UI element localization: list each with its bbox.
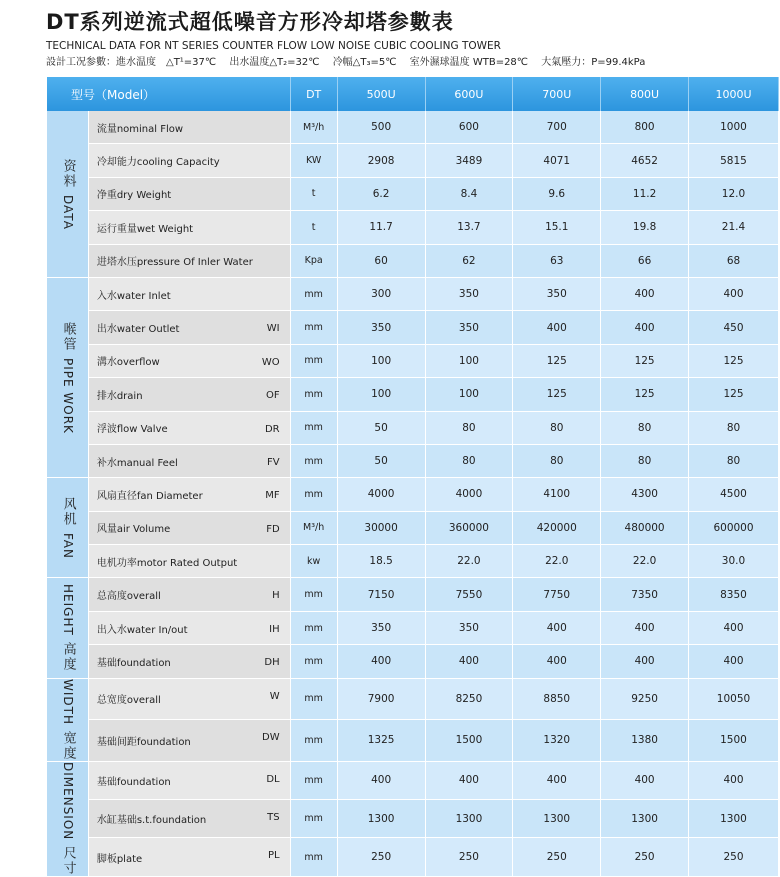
table-row — [47, 762, 779, 800]
value-cell: 450 — [689, 311, 779, 344]
table-row — [47, 800, 779, 838]
value-cell: 125 — [689, 378, 779, 411]
value-cell: 600000 — [689, 512, 779, 545]
unit-cell: mm — [291, 345, 338, 378]
condition-pressure: 大氣壓力：P=99.4kPa — [541, 57, 646, 68]
value-cell: 1325 — [338, 720, 426, 762]
value-cell: 80 — [426, 445, 514, 478]
item-cell — [89, 800, 291, 838]
design-conditions — [46, 53, 655, 68]
value-cell: 400 — [513, 311, 601, 344]
page-subtitle: TECHNICAL DATA FOR NT SERIES COUNTER FLOW LOW NOISE CUBIC COOLING TOWER — [46, 40, 501, 52]
item-code: FD — [266, 523, 280, 535]
value-cell: 7900 — [338, 679, 426, 721]
item-code: MF — [265, 490, 280, 502]
value-cell: 1300 — [601, 800, 689, 838]
item-cell — [89, 720, 291, 762]
item-label: 流量nominal Flow — [96, 123, 184, 135]
value-cell: 8250 — [426, 679, 514, 721]
value-cell: 21.4 — [689, 211, 779, 244]
value-cell: 80 — [513, 412, 601, 445]
item-code: DW — [262, 732, 280, 744]
value-cell: 250 — [426, 838, 514, 876]
item-label: 基础foundation — [96, 776, 171, 788]
value-cell: 30000 — [338, 512, 426, 545]
model-column-header: 800U — [601, 77, 689, 111]
table-row — [47, 720, 779, 762]
value-cell: 22.0 — [426, 545, 514, 578]
value-cell: 500 — [338, 111, 426, 144]
value-cell: 400 — [513, 612, 601, 645]
item-code: W — [269, 690, 280, 702]
value-cell: 800 — [601, 111, 689, 144]
item-label: 补水manual Feel — [96, 457, 178, 469]
condition-wet-bulb: 室外濕球温度 WTB=28℃ — [409, 57, 529, 68]
model-column-header: 700U — [513, 77, 601, 111]
unit-cell: mm — [291, 838, 338, 876]
value-cell: 400 — [689, 278, 779, 311]
table-row — [47, 838, 779, 876]
value-cell: 125 — [689, 345, 779, 378]
value-cell: 1300 — [426, 800, 514, 838]
item-cell — [89, 612, 291, 645]
item-cell — [89, 144, 291, 177]
item-cell — [89, 578, 291, 611]
value-cell: 2908 — [338, 144, 426, 177]
unit-cell: M³/h — [291, 111, 338, 144]
condition-inlet-temp: 設計工况参數：進水温度 △T¹=37℃ — [46, 57, 217, 68]
value-cell: 80 — [689, 445, 779, 478]
value-cell: 11.2 — [601, 178, 689, 211]
unit-cell: KW — [291, 144, 338, 177]
category-cell — [47, 679, 89, 762]
value-cell: 1300 — [338, 800, 426, 838]
value-cell: 4652 — [601, 144, 689, 177]
item-label: 入水water Inlet — [96, 290, 171, 302]
unit-cell: mm — [291, 679, 338, 721]
table-row — [47, 412, 779, 445]
table-row — [47, 445, 779, 478]
value-cell: 8.4 — [426, 178, 514, 211]
value-cell: 50 — [338, 445, 426, 478]
table-header-row — [47, 77, 779, 111]
item-code: WO — [261, 356, 280, 368]
unit-cell: t — [291, 178, 338, 211]
value-cell: 30.0 — [689, 545, 779, 578]
value-cell: 350 — [338, 311, 426, 344]
value-cell: 60 — [338, 245, 426, 278]
item-code: IH — [269, 623, 280, 635]
value-cell: 1300 — [513, 800, 601, 838]
value-cell: 8350 — [689, 578, 779, 611]
item-cell — [89, 345, 291, 378]
value-cell: 5815 — [689, 144, 779, 177]
category-label-en: WIDTH — [61, 678, 75, 725]
item-label: 排水drain — [96, 390, 143, 402]
value-cell: 420000 — [513, 512, 601, 545]
value-cell: 250 — [601, 838, 689, 876]
value-cell: 1500 — [689, 720, 779, 762]
item-cell — [89, 245, 291, 278]
unit-cell: kw — [291, 545, 338, 578]
table-row — [47, 311, 779, 344]
value-cell: 350 — [426, 278, 514, 311]
spec-table — [47, 77, 779, 877]
category-cell — [47, 578, 89, 678]
value-cell: 1500 — [426, 720, 514, 762]
value-cell: 10050 — [689, 679, 779, 721]
value-cell: 66 — [601, 245, 689, 278]
condition-approach: 冷幅△T₃=5℃ — [332, 57, 397, 68]
table-row — [47, 578, 779, 611]
category-label-en: PIPE WORK — [61, 357, 75, 434]
category-label-en: DATA — [61, 194, 75, 230]
item-label: 风量air Volume — [96, 524, 171, 536]
table-row — [47, 211, 779, 244]
value-cell: 350 — [426, 311, 514, 344]
item-cell — [89, 311, 291, 344]
unit-cell: Kpa — [291, 245, 338, 278]
value-cell: 400 — [601, 762, 689, 800]
item-cell — [89, 762, 291, 800]
table-row — [47, 345, 779, 378]
value-cell: 700 — [513, 111, 601, 144]
value-cell: 250 — [689, 838, 779, 876]
value-cell: 62 — [426, 245, 514, 278]
value-cell: 4500 — [689, 478, 779, 511]
item-cell — [89, 278, 291, 311]
condition-outlet-temp: 出水温度△T₂=32℃ — [229, 57, 320, 68]
category-label-cn: 尺寸 — [60, 845, 76, 876]
unit-cell: mm — [291, 378, 338, 411]
category-label-en: HEIGHT — [61, 584, 75, 636]
table-row — [47, 545, 779, 578]
item-code: PL — [268, 850, 280, 862]
item-label: 出入水water In/out — [96, 624, 188, 636]
category-label-en: DIMENSION — [61, 761, 75, 840]
value-cell: 9250 — [601, 679, 689, 721]
item-code: OF — [266, 390, 280, 402]
value-cell: 80 — [426, 412, 514, 445]
unit-cell: mm — [291, 278, 338, 311]
table-row — [47, 178, 779, 211]
value-cell: 80 — [513, 445, 601, 478]
value-cell: 1300 — [689, 800, 779, 838]
value-cell: 7350 — [601, 578, 689, 611]
item-label: 脚板plate — [96, 853, 143, 865]
value-cell: 4100 — [513, 478, 601, 511]
value-cell: 400 — [689, 645, 779, 678]
item-cell — [89, 412, 291, 445]
table-row — [47, 144, 779, 177]
value-cell: 350 — [513, 278, 601, 311]
value-cell: 50 — [338, 412, 426, 445]
category-label-en: FAN — [61, 532, 75, 559]
unit-header: DT — [291, 77, 338, 111]
model-header: 型号（Model） — [47, 77, 291, 111]
item-cell — [89, 478, 291, 511]
value-cell: 125 — [601, 378, 689, 411]
page-title: DT系列逆流式超低噪音方形冷却塔参數表 — [46, 10, 454, 34]
table-row — [47, 645, 779, 678]
value-cell: 250 — [338, 838, 426, 876]
value-cell: 7750 — [513, 578, 601, 611]
unit-cell: mm — [291, 412, 338, 445]
value-cell: 400 — [689, 762, 779, 800]
value-cell: 80 — [689, 412, 779, 445]
value-cell: 125 — [513, 345, 601, 378]
item-label: 进塔水压pressure Of Inler Water — [96, 257, 253, 269]
item-label: 浮波flow Valve — [96, 424, 168, 436]
value-cell: 400 — [689, 612, 779, 645]
table-row — [47, 612, 779, 645]
unit-cell: t — [291, 211, 338, 244]
item-label: 冷却能力cooling Capacity — [96, 157, 220, 169]
item-cell — [89, 378, 291, 411]
item-label: 净重dry Weight — [96, 190, 172, 202]
item-cell — [89, 679, 291, 721]
unit-cell: mm — [291, 800, 338, 838]
value-cell: 1000 — [689, 111, 779, 144]
value-cell: 12.0 — [689, 178, 779, 211]
value-cell: 13.7 — [426, 211, 514, 244]
value-cell: 22.0 — [513, 545, 601, 578]
value-cell: 600 — [426, 111, 514, 144]
value-cell: 400 — [426, 645, 514, 678]
table-body — [47, 111, 779, 877]
table-row — [47, 679, 779, 721]
value-cell: 63 — [513, 245, 601, 278]
model-column-header: 500U — [338, 77, 426, 111]
table-row — [47, 111, 779, 144]
table-row — [47, 278, 779, 311]
item-label: 风扇直径fan Diameter — [96, 490, 203, 502]
table-row — [47, 512, 779, 545]
unit-cell: mm — [291, 578, 338, 611]
value-cell: 100 — [426, 345, 514, 378]
item-label: 水缸基础s.t.foundation — [96, 815, 207, 827]
item-label: 运行重量wet Weight — [96, 223, 194, 235]
value-cell: 1320 — [513, 720, 601, 762]
item-cell — [89, 178, 291, 211]
unit-cell: mm — [291, 478, 338, 511]
value-cell: 400 — [601, 278, 689, 311]
value-cell: 7150 — [338, 578, 426, 611]
value-cell: 400 — [338, 762, 426, 800]
item-cell — [89, 645, 291, 678]
value-cell: 300 — [338, 278, 426, 311]
value-cell: 22.0 — [601, 545, 689, 578]
value-cell: 400 — [513, 762, 601, 800]
item-cell — [89, 445, 291, 478]
category-cell — [47, 278, 89, 478]
value-cell: 3489 — [426, 144, 514, 177]
table-row — [47, 378, 779, 411]
unit-cell: M³/h — [291, 512, 338, 545]
item-code: TS — [267, 812, 280, 824]
category-label-cn: 喉管 — [60, 321, 76, 352]
category-label-cn: 宽度 — [60, 730, 76, 761]
value-cell: 4300 — [601, 478, 689, 511]
unit-cell: mm — [291, 645, 338, 678]
item-code: DR — [264, 423, 280, 435]
value-cell: 400 — [513, 645, 601, 678]
unit-cell: mm — [291, 445, 338, 478]
value-cell: 360000 — [426, 512, 514, 545]
value-cell: 400 — [601, 311, 689, 344]
table-row — [47, 478, 779, 511]
category-label-cn: 高度 — [60, 641, 76, 672]
model-column-header: 1000U — [689, 77, 779, 111]
value-cell: 9.6 — [513, 178, 601, 211]
value-cell: 18.5 — [338, 545, 426, 578]
unit-cell: mm — [291, 612, 338, 645]
item-label: 总高度overall — [96, 591, 161, 603]
item-code: FV — [267, 456, 280, 468]
category-cell — [47, 762, 89, 877]
table-row — [47, 245, 779, 278]
value-cell: 480000 — [601, 512, 689, 545]
value-cell: 4000 — [338, 478, 426, 511]
unit-cell: mm — [291, 311, 338, 344]
value-cell: 250 — [513, 838, 601, 876]
value-cell: 4000 — [426, 478, 514, 511]
item-cell — [89, 512, 291, 545]
item-code: H — [272, 590, 280, 602]
value-cell: 350 — [426, 612, 514, 645]
item-code: DH — [264, 657, 280, 669]
item-label: 总宽度overall — [96, 695, 161, 707]
unit-cell: mm — [291, 720, 338, 762]
category-label-cn: 风机 — [60, 496, 76, 527]
value-cell: 80 — [601, 412, 689, 445]
value-cell: 350 — [338, 612, 426, 645]
value-cell: 400 — [601, 645, 689, 678]
value-cell: 400 — [601, 612, 689, 645]
value-cell: 80 — [601, 445, 689, 478]
value-cell: 15.1 — [513, 211, 601, 244]
item-cell — [89, 838, 291, 876]
item-cell — [89, 211, 291, 244]
value-cell: 7550 — [426, 578, 514, 611]
value-cell: 19.8 — [601, 211, 689, 244]
item-label: 出水water Outlet — [96, 324, 180, 336]
value-cell: 68 — [689, 245, 779, 278]
category-cell — [47, 111, 89, 278]
value-cell: 400 — [426, 762, 514, 800]
model-column-header: 600U — [426, 77, 514, 111]
item-label: 基础间距foundation — [96, 736, 191, 748]
value-cell: 125 — [513, 378, 601, 411]
value-cell: 8850 — [513, 679, 601, 721]
category-cell — [47, 478, 89, 578]
unit-cell: mm — [291, 762, 338, 800]
item-code: WI — [266, 323, 280, 335]
value-cell: 125 — [601, 345, 689, 378]
category-label-cn: 资料 — [60, 158, 76, 189]
value-cell: 11.7 — [338, 211, 426, 244]
value-cell: 1380 — [601, 720, 689, 762]
value-cell: 100 — [338, 345, 426, 378]
item-label: 基础foundation — [96, 657, 171, 669]
value-cell: 100 — [338, 378, 426, 411]
item-code: DL — [266, 773, 280, 785]
value-cell: 4071 — [513, 144, 601, 177]
item-cell — [89, 111, 291, 144]
item-label: 溝水overflow — [96, 357, 160, 369]
value-cell: 400 — [338, 645, 426, 678]
item-cell — [89, 545, 291, 578]
value-cell: 6.2 — [338, 178, 426, 211]
value-cell: 100 — [426, 378, 514, 411]
item-label: 电机功率motor Rated Output — [96, 557, 238, 569]
